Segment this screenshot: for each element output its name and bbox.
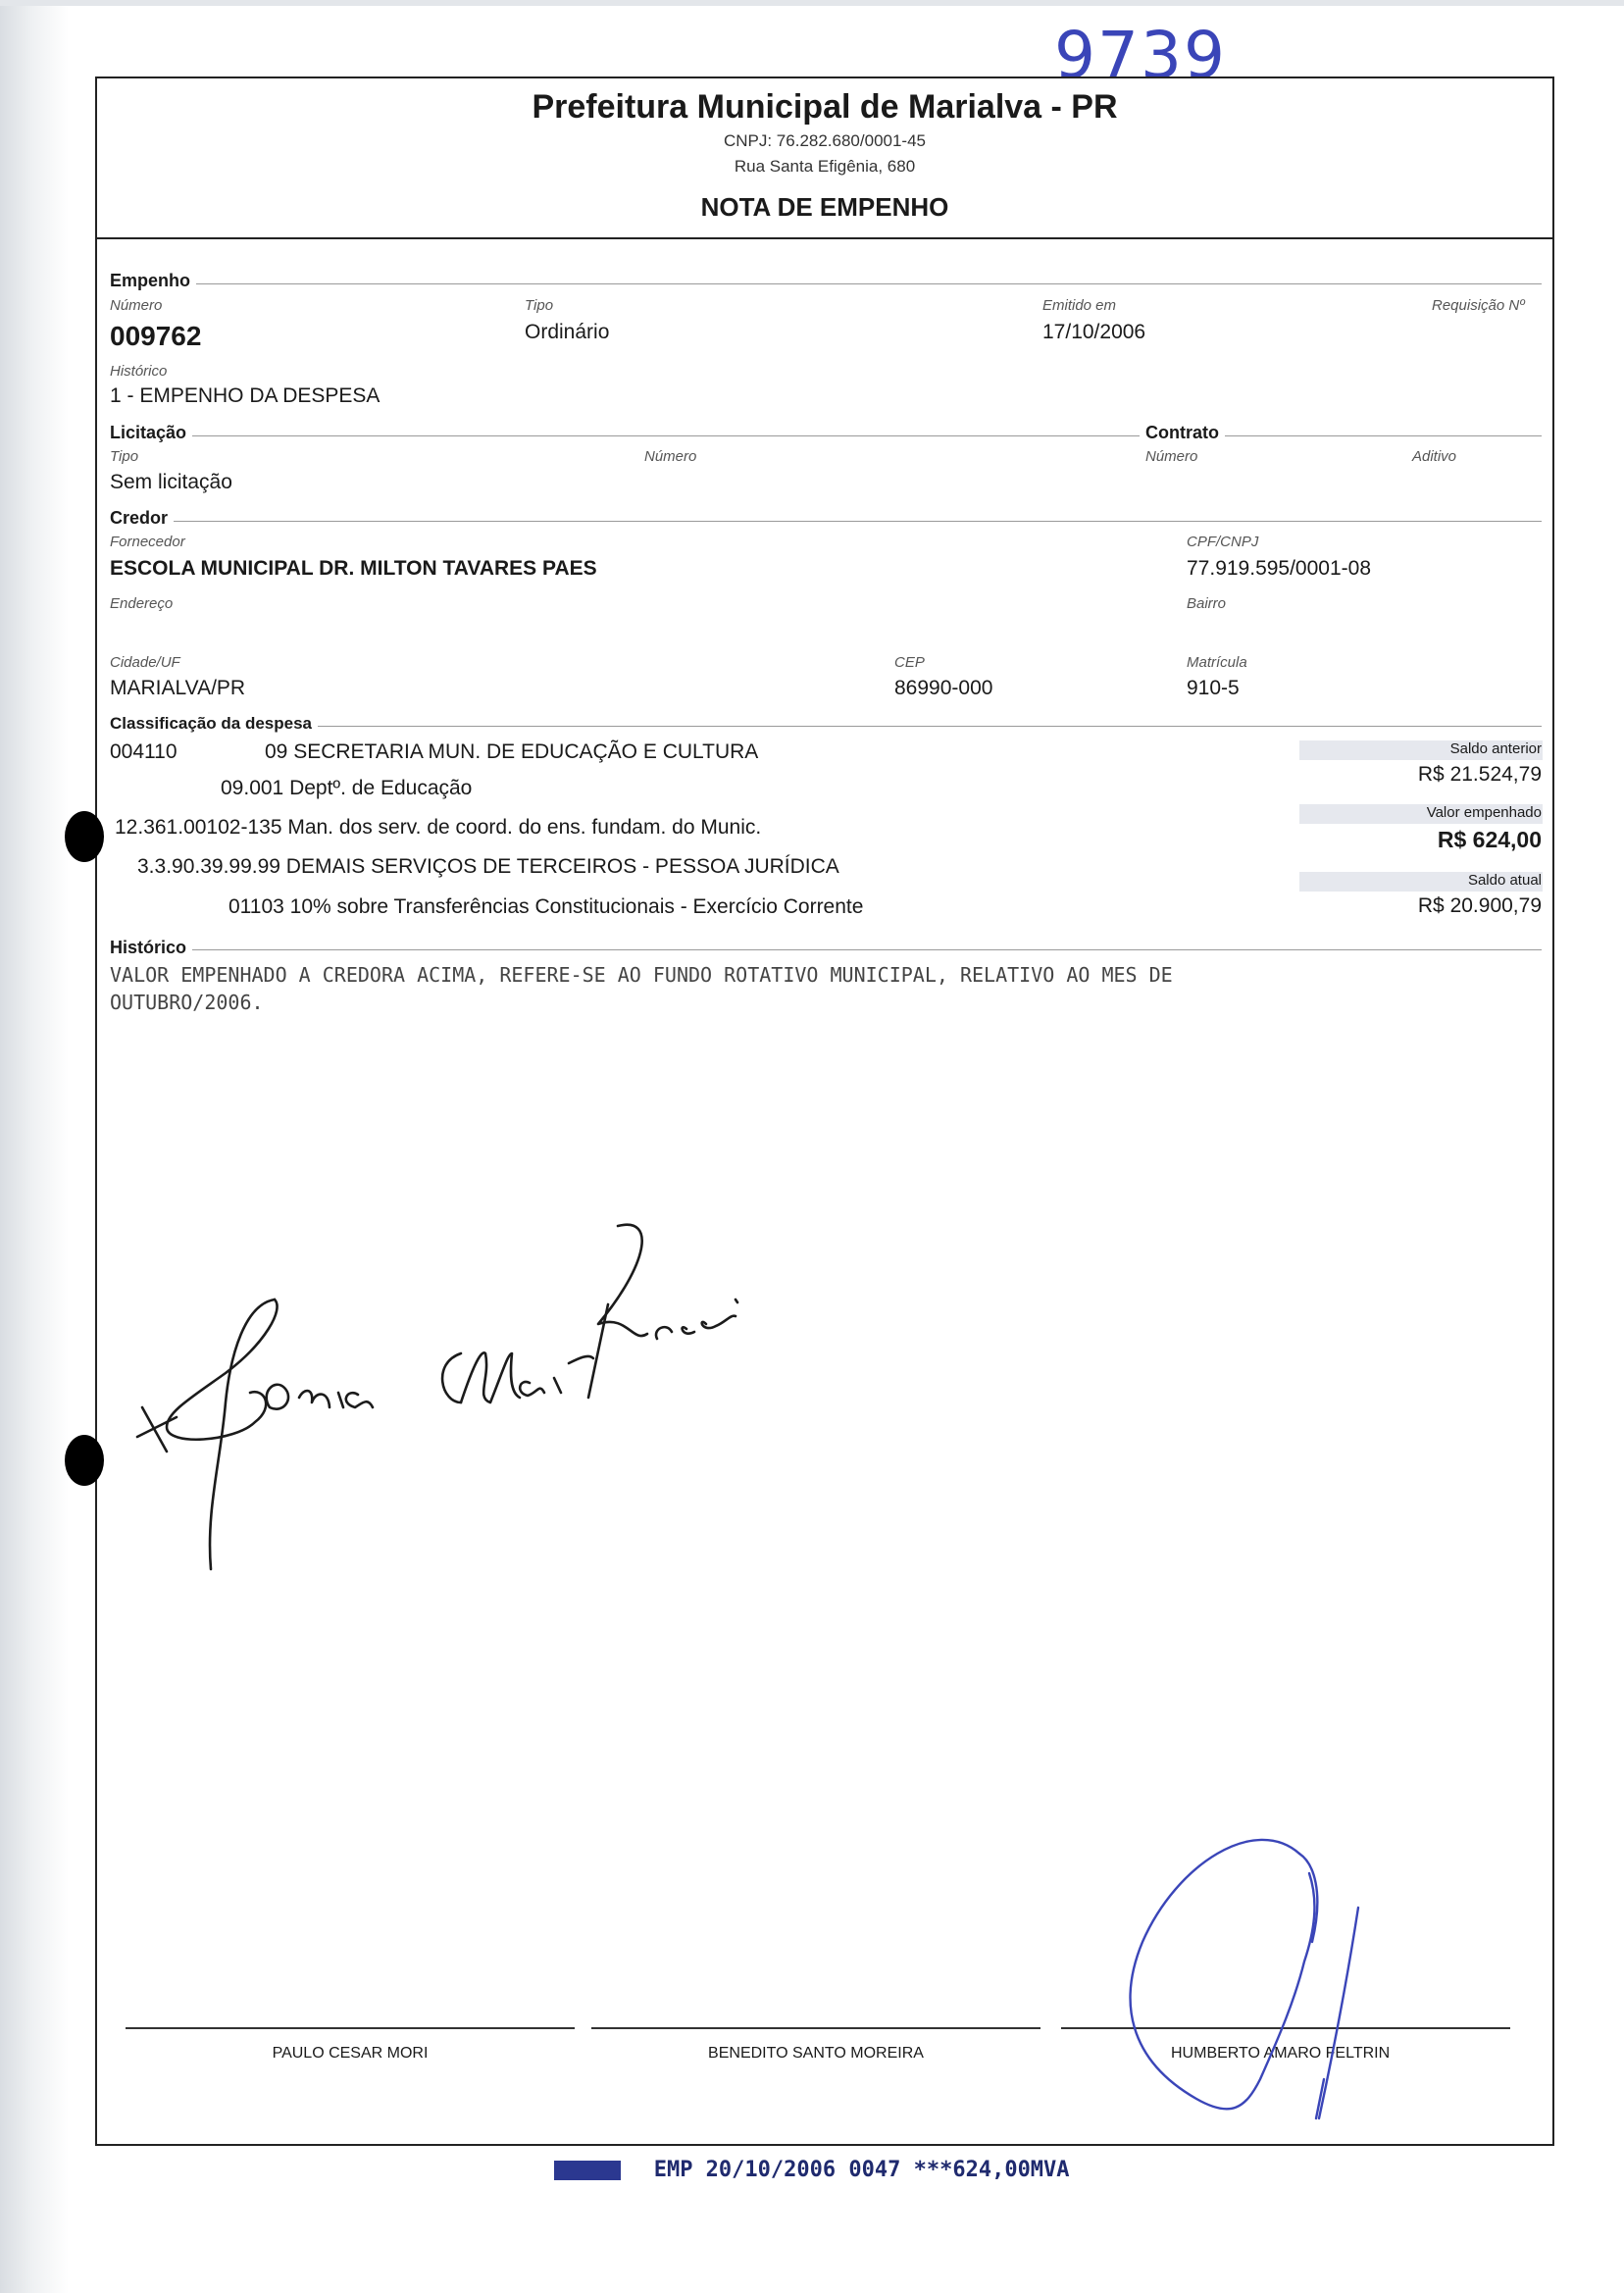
empenho-tipo-label: Tipo [525, 297, 554, 314]
section-contrato: Contrato [1140, 423, 1225, 443]
saldo-atual-label: Saldo atual [1467, 872, 1542, 889]
section-rule [110, 283, 1542, 284]
licitacao-tipo-label: Tipo [110, 448, 139, 465]
signatory-3-name: HUMBERTO AMARO FELTRIN [1171, 2045, 1391, 2062]
blue-ink-signature [1098, 1824, 1393, 2148]
classificacao-line3: 12.361.00102-135 Man. dos serv. de coord. do ens. fundam. do Munic. [115, 816, 762, 839]
section-historico: Histórico [110, 938, 192, 958]
licitacao-numero-label: Número [644, 448, 697, 465]
cep-label: CEP [894, 654, 925, 671]
classificacao-code: 004110 [110, 740, 178, 763]
signature-line-1 [126, 2027, 575, 2029]
section-classificacao: Classificação da despesa [110, 714, 318, 734]
fornecedor-label: Fornecedor [110, 534, 185, 550]
endereco-label: Endereço [110, 595, 174, 612]
empenho-historico: 1 - EMPENHO DA DESPESA [110, 384, 381, 407]
empenho-numero-label: Número [110, 297, 163, 314]
historico-line2: OUTUBRO/2006. [110, 991, 264, 1014]
historico-line1: VALOR EMPENHADO A CREDORA ACIMA, REFERE-SE AO FUNDO ROTATIVO MUNICIPAL, RELATIVO AO MES DE [110, 963, 1173, 987]
classificacao-line1: 09 SECRETARIA MUN. DE EDUCAÇÃO E CULTURA [265, 740, 759, 763]
emitido-label: Emitido em [1042, 297, 1117, 314]
saldo-anterior-label: Saldo anterior [1449, 740, 1542, 757]
classificacao-line2: 09.001 Deptº. de Educação [221, 777, 473, 799]
signatory-2-name: BENEDITO SANTO MOREIRA [708, 2045, 924, 2062]
saldo-atual-value: R$ 20.900,79 [1417, 894, 1542, 917]
valor-empenhado-label: Valor empenhado [1426, 804, 1542, 821]
scan-top-edge [0, 0, 1624, 6]
section-rule [110, 949, 1542, 950]
municipality-address: Rua Santa Efigênia, 680 [734, 157, 916, 176]
section-rule [110, 726, 1542, 727]
cpf-cnpj-value: 77.919.595/0001-08 [1187, 557, 1372, 580]
section-licitacao: Licitação [110, 423, 192, 443]
emitido-date: 17/10/2006 [1042, 321, 1146, 343]
empenho-historico-label: Histórico [110, 363, 168, 380]
classificacao-line4: 3.3.90.39.99.99 DEMAIS SERVIÇOS DE TERCEIROS - PESSOA JURÍDICA [137, 855, 839, 878]
footer-stamp-text: EMP 20/10/2006 0047 ***624,00MVA [653, 2158, 1070, 2182]
classificacao-line5: 01103 10% sobre Transferências Constitucionais - Exercício Corrente [228, 895, 864, 918]
hole-punch-bottom [65, 1435, 104, 1486]
fornecedor-name: ESCOLA MUNICIPAL DR. MILTON TAVARES PAES [110, 557, 597, 580]
document-title: NOTA DE EMPENHO [700, 192, 949, 222]
section-empenho: Empenho [110, 271, 196, 291]
matricula-value: 910-5 [1187, 677, 1240, 699]
bairro-label: Bairro [1187, 595, 1227, 612]
municipality-cnpj: CNPJ: 76.282.680/0001-45 [723, 131, 927, 150]
licitacao-tipo: Sem licitação [110, 471, 232, 493]
signature-line-2 [591, 2027, 1040, 2029]
footer-stamp [0, 2158, 1624, 2182]
valor-empenhado-value: R$ 624,00 [1437, 827, 1542, 852]
contrato-numero-label: Número [1145, 448, 1198, 465]
requisicao-label: Requisição Nº [1432, 297, 1525, 314]
cidade-value: MARIALVA/PR [110, 677, 246, 699]
document-header [95, 76, 1554, 239]
cpf-cnpj-label: CPF/CNPJ [1187, 534, 1259, 550]
section-credor: Credor [110, 508, 174, 529]
section-rule [110, 521, 1542, 522]
handwritten-signature [137, 1206, 843, 1579]
signatory-1-name: PAULO CESAR MORI [272, 2045, 429, 2062]
handwritten-page-number: 9739 [1054, 18, 1227, 93]
scan-edge-shading [0, 0, 69, 2293]
empenho-numero: 009762 [110, 321, 202, 351]
empenho-tipo: Ordinário [525, 321, 610, 343]
matricula-label: Matrícula [1187, 654, 1247, 671]
saldo-anterior-value: R$ 21.524,79 [1417, 763, 1542, 786]
bank-logo-icon [554, 2161, 621, 2180]
cep-value: 86990-000 [894, 677, 993, 699]
municipality-title: Prefeitura Municipal de Marialva - PR [532, 88, 1118, 126]
hole-punch-top [65, 811, 104, 862]
contrato-aditivo-label: Aditivo [1412, 448, 1457, 465]
section-rule [110, 435, 1542, 436]
cidade-label: Cidade/UF [110, 654, 180, 671]
